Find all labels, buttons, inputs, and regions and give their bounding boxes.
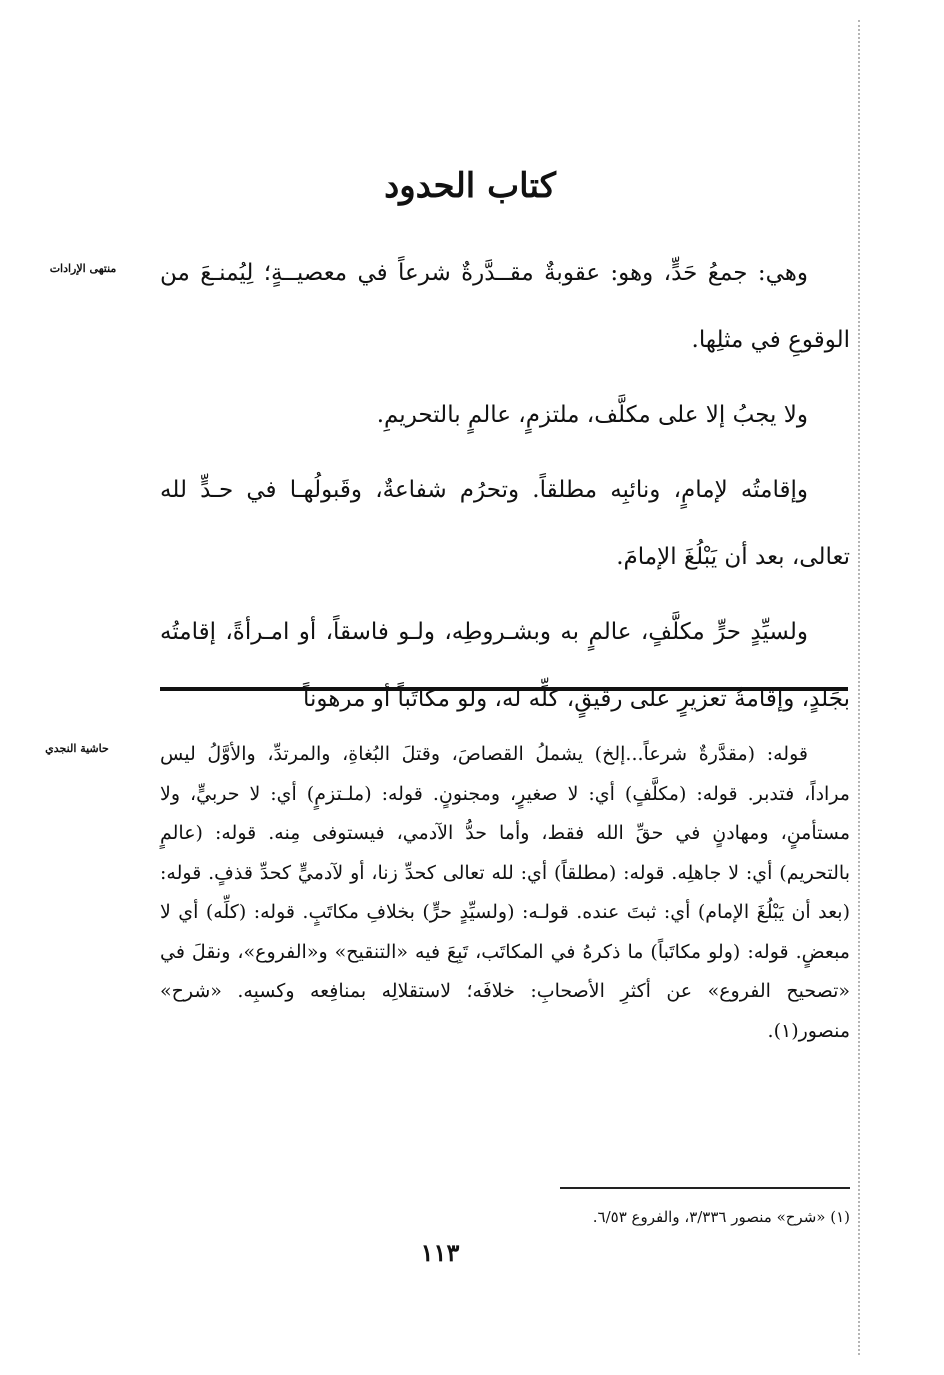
main-paragraph-2: ولا يجبُ إلا على مكلَّف، ملتزمٍ، عالمٍ بالتحريمِ. bbox=[376, 402, 808, 428]
main-paragraph-1: وهي: جمعُ حَدٍّ، وهو: عقوبةٌ مقــدَّرةٌ شرعاً في معصيــةٍ؛ لِيُمنـعَ من الوقوعِ في مثلِها. bbox=[160, 260, 850, 353]
side-label-commentary: حاشية النجدي bbox=[45, 742, 109, 755]
footnote: (١) «شرح» منصور ٣/٣٣٦، والفروع ٦/٥٣. bbox=[592, 1208, 850, 1226]
main-paragraph-3: وإقامتُه لإمامٍ، ونائبِه مطلقاً. وتحرُم شفاعةٌ، وقَبولُهـا في حـدٍّ لله تعالى، بعد أن يَبْلُغَ الإمامَ. bbox=[160, 477, 850, 570]
section-divider bbox=[160, 687, 848, 691]
page-number: ١١٣ bbox=[420, 1238, 460, 1267]
main-paragraph-4: ولسيِّدٍ حرٍّ مكلَّفٍ، عالمٍ به وبشـروطِه، ولـو فاسقاً، أو امـرأةً، إقامتُه بجَلدٍ، وإقامةُ تعزيرٍ على رقيقٍ، كلِّه له، ولو مكاتَباً أو مرهوناً bbox=[160, 619, 850, 712]
commentary-text: قوله: (مقدَّرةٌ شرعاً...إلخ) يشملُ القصاصَ، وقتلَ البُغاةِ، والمرتدِّ، والأوَّلُ ليس مراداً، فتدبر. قوله: (مكلَّفٍ) أي: لا صغيرٍ، ومجنونٍ. قوله: (ملـتزمٍ) أي: لا حربيٍّ، ولا مستأمنٍ، ومهادنٍ في حقِّ الله فقط، وأما حدُّ الآدمي، فيستوفى مِنه. قوله: (عالمٍ بالتحريم) أي: لا جاهلِه. قوله: (مطلقاً) أي: لله تعالى كحدِّ زنا، أو لآدميٍّ كحدِّ قذفٍ. قوله: (بعد أن يَبْلُغَ الإمام) أي: ثبتَ عنده. قولـه: (ولسيِّدٍ حرٍّ) بخلافِ مكاتَبٍ. قوله: (كلِّه) أي لا مبعضٍ. قوله: (ولو مكاتَباً) ما ذكرهُ في المكاتَب، تَبِعَ فيه «التنقيح» و«الفروع»، ونقلَ في «تصحيح الفروع» عن أكثرِ الأصحابِ: خلافَه؛ لاستقلالِه بمنافِعه وكسبِه. «شرح» منصور(١). bbox=[160, 743, 850, 1042]
page-title: كتاب الحدود bbox=[384, 166, 556, 206]
side-label-main-text: منتهى الإرادات bbox=[49, 262, 117, 275]
main-text bbox=[160, 240, 850, 741]
footnote-divider bbox=[560, 1187, 850, 1189]
page-edge-dotted-line bbox=[858, 20, 860, 1355]
